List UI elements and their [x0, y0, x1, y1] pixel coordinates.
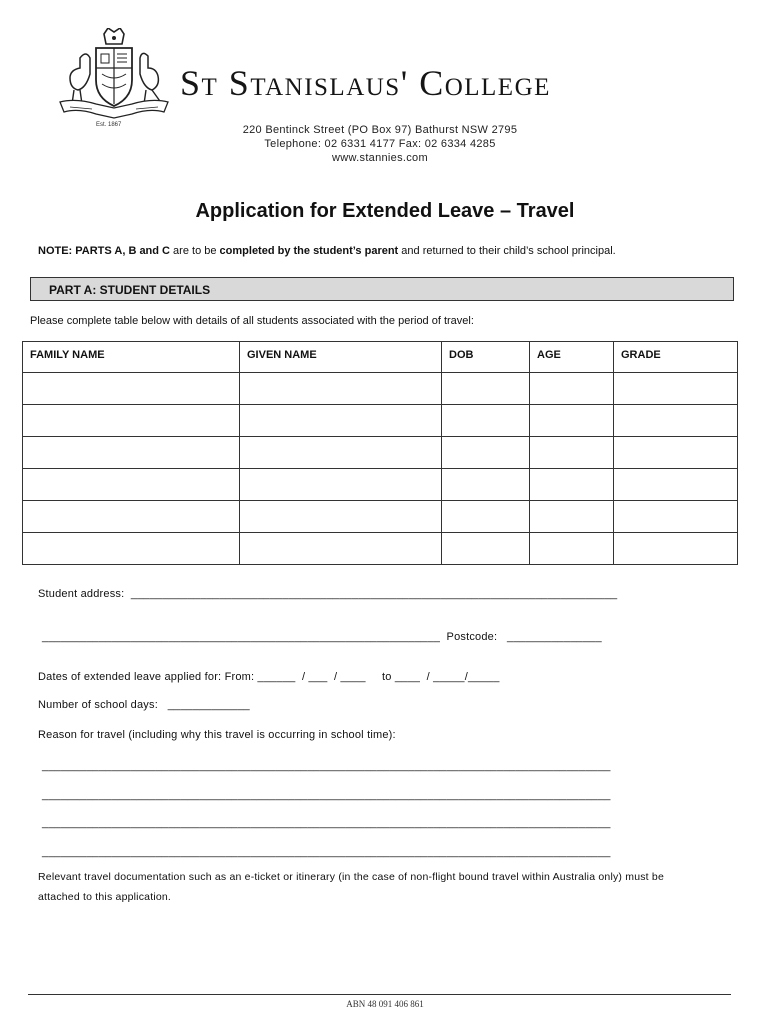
table-cell[interactable] [614, 405, 738, 437]
note-mid: are to be [170, 245, 220, 257]
table-cell[interactable] [240, 501, 442, 533]
table-row [23, 405, 738, 437]
note-prefix: NOTE: PARTS A, B and C [38, 245, 170, 257]
table-cell[interactable] [614, 501, 738, 533]
table-cell[interactable] [442, 501, 530, 533]
college-website: www.stannies.com [332, 152, 428, 164]
reason-line[interactable]: __________________________________________________________________________________________ [42, 789, 611, 801]
table-row [23, 437, 738, 469]
note-suffix: and returned to their child’s school principal. [398, 245, 616, 257]
table-cell[interactable] [23, 469, 240, 501]
footer-abn: ABN 48 091 406 861 [346, 999, 424, 1009]
reason-line[interactable]: __________________________________________________________________________________________ [42, 760, 611, 772]
table-cell[interactable] [240, 533, 442, 565]
table-cell[interactable] [614, 373, 738, 405]
school-days-field[interactable]: Number of school days: _____________ [38, 699, 250, 711]
table-header-row [23, 342, 738, 373]
table-cell[interactable] [240, 373, 442, 405]
part-a-heading-bar [30, 277, 734, 301]
footer-divider [28, 994, 731, 995]
table-cell[interactable] [442, 437, 530, 469]
note-bold: completed by the student’s parent [219, 245, 399, 257]
part-a-heading: PART A: STUDENT DETAILS [49, 283, 211, 297]
table-cell[interactable] [23, 437, 240, 469]
parent-note [38, 245, 616, 257]
reason-line[interactable]: __________________________________________________________________________________________ [42, 817, 611, 829]
student-details-table [22, 341, 738, 565]
table-cell[interactable] [240, 469, 442, 501]
table-row [23, 469, 738, 501]
table-cell[interactable] [614, 437, 738, 469]
column-header-age: AGE [530, 342, 614, 373]
college-name: St Stanislaus' College [180, 63, 551, 103]
table-row [23, 533, 738, 565]
college-crest-logo [56, 28, 172, 130]
college-phone-fax: Telephone: 02 6331 4177 Fax: 02 6334 4285 [264, 138, 496, 150]
table-cell[interactable] [240, 437, 442, 469]
column-header-grade: GRADE [614, 342, 738, 373]
documentation-note-line2: attached to this application. [38, 891, 172, 903]
column-header-given-name: GIVEN NAME [240, 342, 442, 373]
table-cell[interactable] [530, 501, 614, 533]
table-cell[interactable] [23, 405, 240, 437]
crest-established-text: Est. 1867 [96, 122, 122, 128]
table-cell[interactable] [530, 405, 614, 437]
college-address: 220 Bentinck Street (PO Box 97) Bathurst NSW 2795 [242, 124, 518, 136]
table-cell[interactable] [442, 373, 530, 405]
table-cell[interactable] [442, 469, 530, 501]
table-cell[interactable] [240, 405, 442, 437]
reason-for-travel-label: Reason for travel (including why this travel is occurring in school time): [38, 729, 396, 741]
table-row [23, 501, 738, 533]
table-cell[interactable] [23, 373, 240, 405]
table-cell[interactable] [530, 437, 614, 469]
table-cell[interactable] [23, 533, 240, 565]
table-cell[interactable] [530, 533, 614, 565]
table-cell[interactable] [614, 533, 738, 565]
table-cell[interactable] [530, 373, 614, 405]
student-address-field[interactable]: Student address: _____________________________________________________________________________ [38, 588, 618, 600]
document-title: Application for Extended Leave – Travel [195, 200, 575, 222]
column-header-family-name: FAMILY NAME [23, 342, 240, 373]
table-row [23, 373, 738, 405]
table-cell[interactable] [614, 469, 738, 501]
part-a-instruction: Please complete table below with details of all students associated with the period of travel: [30, 315, 474, 327]
documentation-note-line1: Relevant travel documentation such as an e-ticket or itinerary (in the case of non-flight bound travel within Australia only) must be [38, 871, 664, 883]
table-cell[interactable] [442, 405, 530, 437]
table-cell[interactable] [530, 469, 614, 501]
reason-line[interactable]: __________________________________________________________________________________________ [42, 846, 611, 858]
column-header-dob: DOB [442, 342, 530, 373]
address-line2-postcode-field[interactable]: _______________________________________________________________ Postcode: _______________ [42, 631, 602, 643]
leave-dates-field[interactable]: Dates of extended leave applied for: From: ______ / ___ / ____ to ____ / _____/_____ [38, 671, 500, 683]
table-cell[interactable] [23, 501, 240, 533]
table-cell[interactable] [442, 533, 530, 565]
